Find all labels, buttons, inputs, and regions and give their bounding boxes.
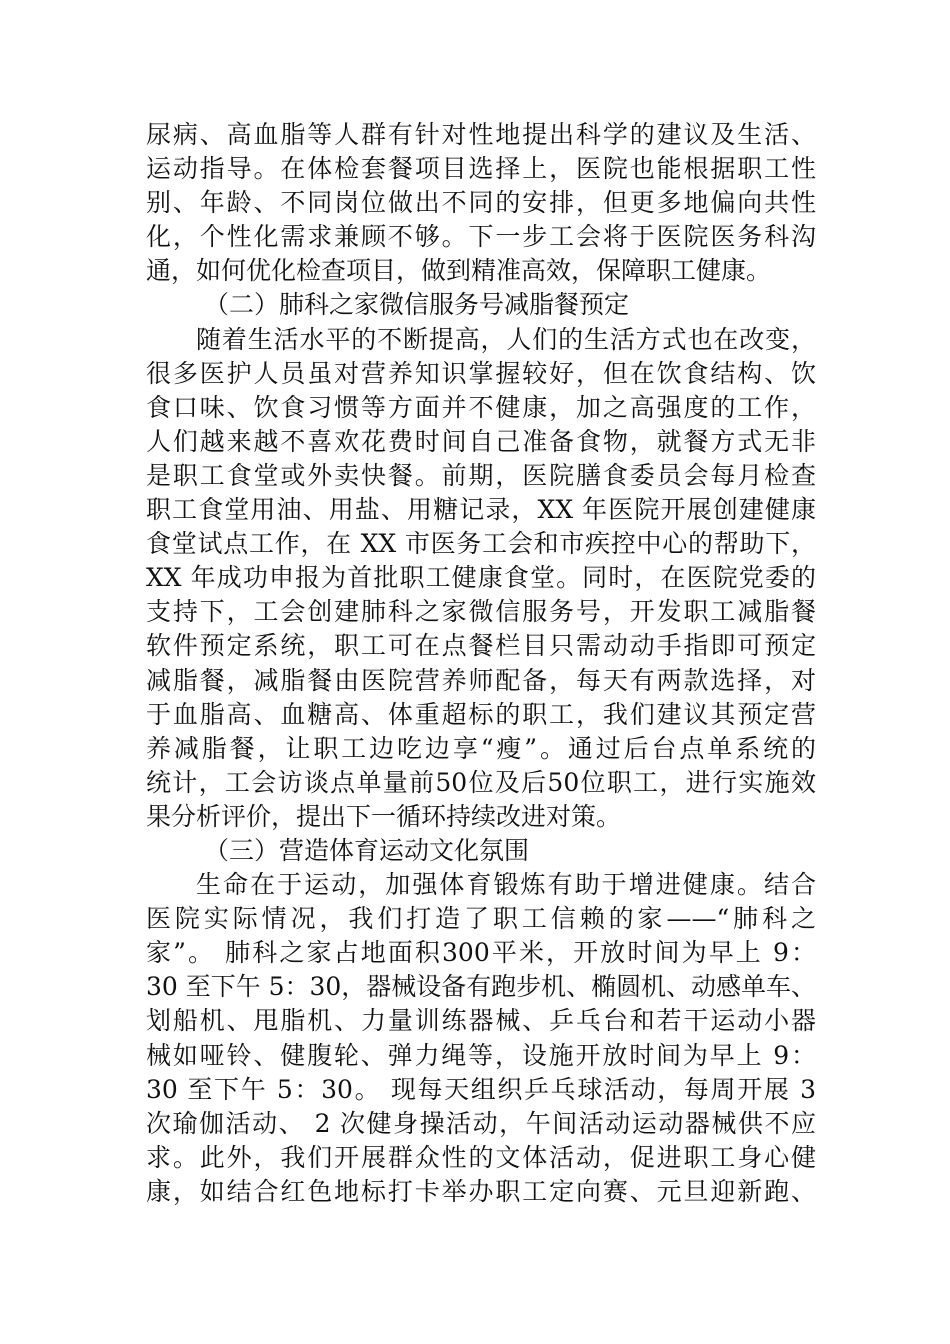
paragraph-line: 生命在于运动，加强体育锻炼有助于增进健康。结合 (196, 870, 816, 900)
paragraph-line: 医院实际情况，我们打造了职工信赖的家——“肺科之 (146, 904, 816, 934)
paragraph-line: 划船机、甩脂机、力量训练器械、乒乓台和若干运动小器 (146, 1006, 816, 1036)
paragraph-line: 随着生活水平的不断提高，人们的生活方式也在改变， (196, 324, 816, 354)
paragraph-line: 果分析评价，提出下一循环持续改进对策。 (146, 801, 622, 831)
paragraph-line: 30 至下午 5：30。 现每天组织乒乓球活动，每周开展 3 (146, 1074, 816, 1104)
paragraph-line: 人们越来越不喜欢花费时间自己准备食物，就餐方式无非 (146, 426, 816, 456)
paragraph-line: 别、年龄、不同岗位做出不同的安排，但更多地偏向共性 (146, 188, 816, 218)
paragraph-line: 次瑜伽活动、 2 次健身操活动，午间活动运动器械供不应 (146, 1108, 816, 1138)
paragraph-line: 康，如结合红色地标打卡举办职工定向赛、元旦迎新跑、 (146, 1176, 816, 1206)
paragraph-line: 家”。 肺科之家占地面积300平米，开放时间为早上 9： (146, 938, 816, 968)
paragraph-line: 职工食堂用油、用盐、用糖记录，XX 年医院开展创建健康 (146, 495, 816, 525)
paragraph-line: 通，如何优化检查项目，做到精准高效，保障职工健康。 (146, 256, 772, 286)
paragraph-line: 尿病、高血脂等人群有针对性地提出科学的建议及生活、 (146, 120, 816, 149)
paragraph-line: 于血脂高、血糖高、体重超标的职工，我们建议其预定营 (146, 699, 816, 729)
paragraph-line: 运动指导。在体检套餐项目选择上，医院也能根据职工性 (146, 154, 816, 184)
paragraph-line: 很多医护人员虽对营养知识掌握较好，但在饮食结构、饮 (146, 358, 816, 388)
paragraph-line: 食堂试点工作，在 XX 市医务工会和市疾控中心的帮助下， (146, 529, 816, 559)
paragraph-line: 养减脂餐，让职工边吃边享“瘦”。通过后台点单系统的 (146, 733, 816, 763)
document-body (146, 118, 816, 1209)
paragraph-line: 支持下，工会创建肺科之家微信服务号，开发职工减脂餐 (146, 597, 816, 627)
paragraph-line: 械如哑铃、健腹轮、弹力绳等，设施开放时间为早上 9： (146, 1040, 816, 1070)
paragraph-line: 求。此外，我们开展群众性的文体活动，促进职工身心健 (146, 1142, 816, 1172)
paragraph-line: 食口味、饮食习惯等方面并不健康，加之高强度的工作， (146, 392, 816, 422)
paragraph-line: 是职工食堂或外卖快餐。前期，医院膳食委员会每月检查 (146, 460, 816, 490)
paragraph-line: 软件预定系统，职工可在点餐栏目只需动动手指即可预定 (146, 631, 816, 661)
paragraph-line: 减脂餐，减脂餐由医院营养师配备，每天有两款选择，对 (146, 665, 816, 695)
section-heading: （三）营造体育运动文化氛围 (204, 835, 530, 865)
paragraph-line: 化，个性化需求兼顾不够。下一步工会将于医院医务科沟 (146, 222, 816, 252)
paragraph-line: XX 年成功申报为首批职工健康食堂。同时，在医院党委的 (146, 563, 816, 593)
paragraph-line: 30 至下午 5：30，器械设备有跑步机、椭圆机、动感单车、 (146, 972, 816, 1002)
paragraph-line: 统计，工会访谈点单量前50位及后50位职工，进行实施效 (146, 767, 816, 797)
section-heading: （二）肺科之家微信服务号减脂餐预定 (204, 290, 630, 320)
